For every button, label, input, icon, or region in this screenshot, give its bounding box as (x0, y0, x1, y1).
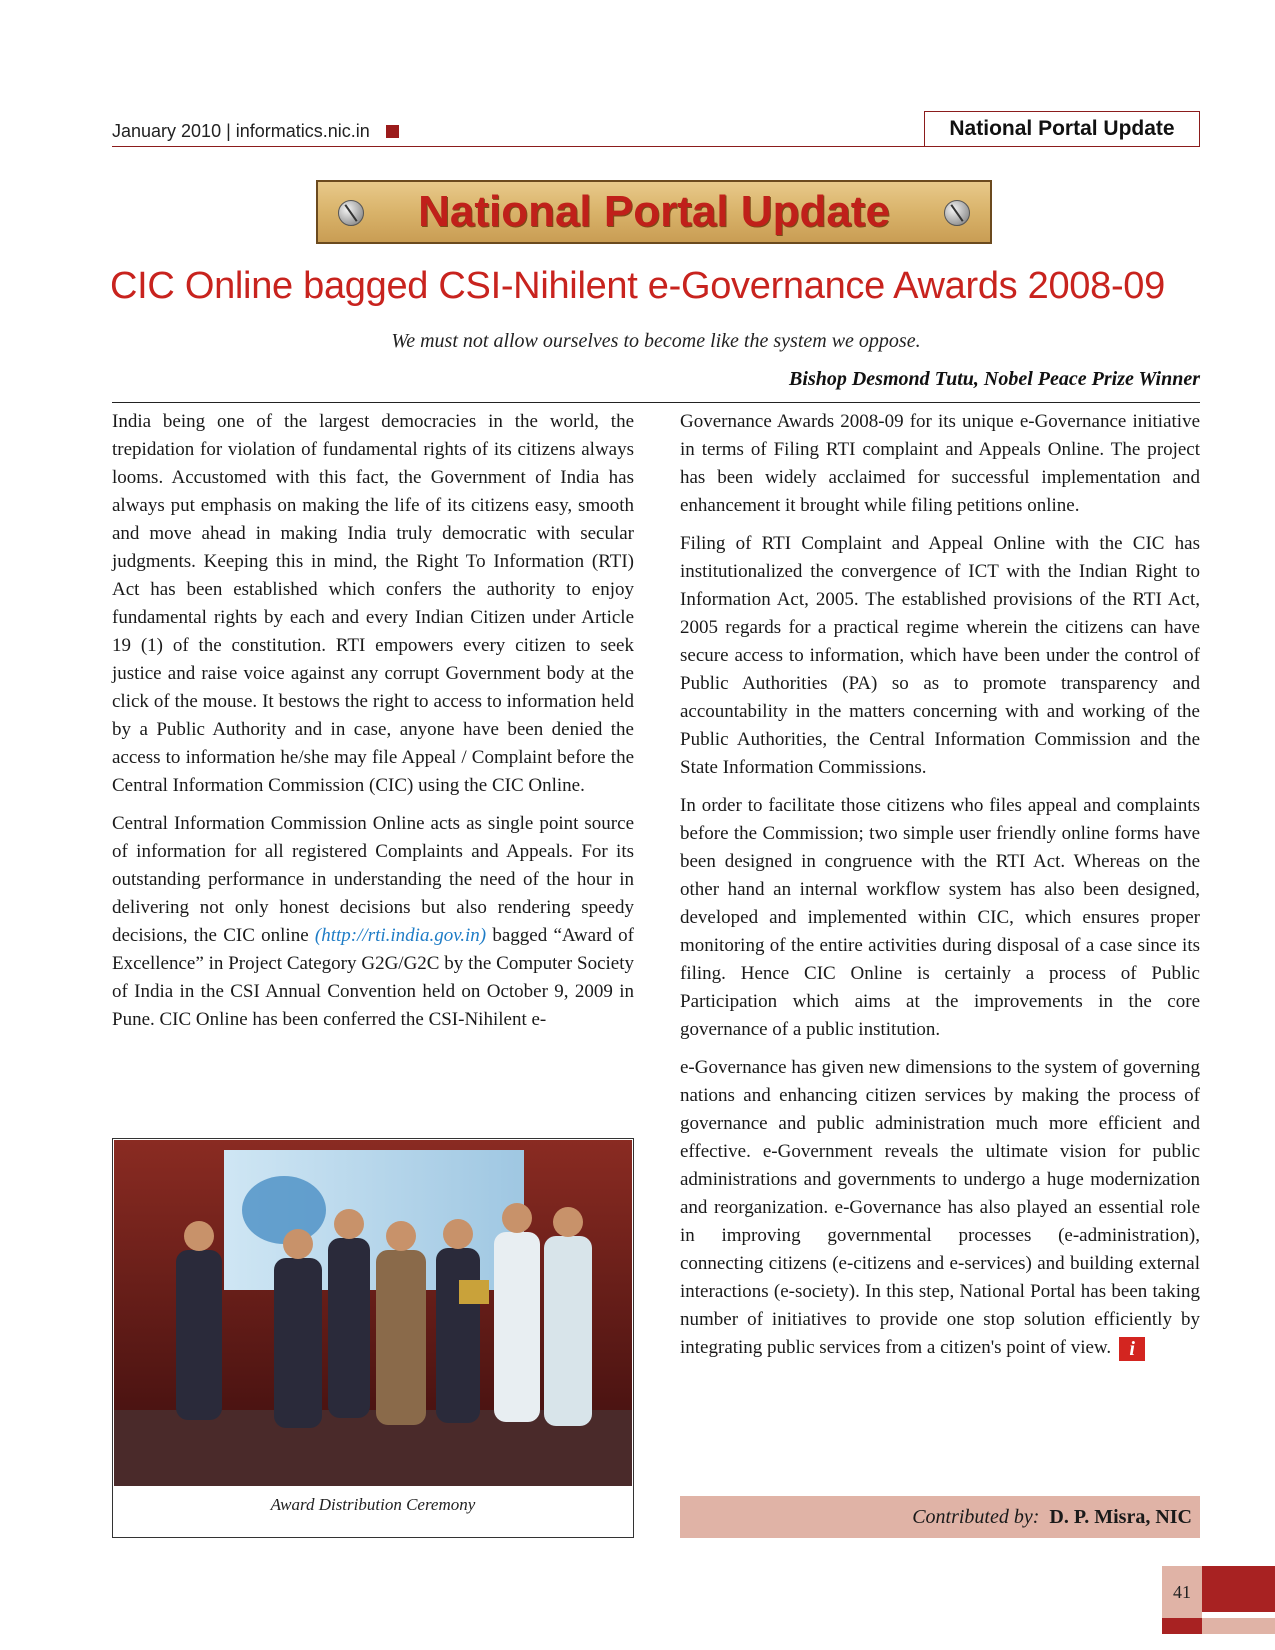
article-quote: We must not allow ourselves to become like the system we oppose. (391, 330, 921, 352)
left-column (112, 408, 634, 1044)
paragraph: Filing of RTI Complaint and Appeal Online with the CIC has institutionalized the convergence of ICT with the Indian Right to Information Act, 2005. The established provisions of the RTI Act, 2005 regards for a practical regime wherein the citizens can have secure access to information, which have been under the control of Public Authorities (PA) so as to promote transparency and accountability in the matters concerning with and working of the Public Authorities, the Central Information Commission and the State Information Commissions. (680, 533, 1200, 778)
screw-icon (944, 200, 970, 226)
contributor-name: D. P. Misra, NIC (1049, 1505, 1192, 1528)
info-icon: i (1119, 1337, 1145, 1361)
section-label: National Portal Update (924, 111, 1200, 146)
contributor-bar (680, 1496, 1200, 1538)
rti-portal-link[interactable]: (http://rti.india.gov.in) (314, 925, 487, 946)
photo-figure (112, 1138, 634, 1538)
screw-icon (338, 200, 364, 226)
header-left (112, 121, 399, 142)
quote-attribution: Bishop Desmond Tutu, Nobel Peace Prize Winner (789, 368, 1200, 390)
banner-text: National Portal Update (418, 187, 890, 236)
corner-decoration (1202, 1618, 1275, 1634)
title-rule (112, 402, 1200, 403)
photo-illustration (114, 1140, 632, 1486)
photo-caption: Award Distribution Ceremony (270, 1495, 476, 1514)
section-banner (316, 180, 992, 244)
paragraph-text: e-Governance has given new dimensions to the system of governing nations and enhancing citizen services by making the process of governance and public administration much more efficient and effective. e-Government reveals the ultimate vision for public administrations and governments to undergo a huge modernization and reorganization. e-Governance has also played an essential role in improving governmental processes (e-administration), connecting citizens (e-citizens and e-services) and building external interactions (e-society). In this step, National Portal has been taking number of initiatives to provide one stop solution efficiently by integrating public services from a citizen's point of view. (680, 1057, 1200, 1358)
paragraph-text: Central Information Commission Online acts as single point source of information for all registered Complaints and Appeals. For its outstanding performance in understanding the need of the hour in delivering not only honest decisions but also rendering speedy decisions, the CIC online (112, 813, 634, 946)
issue-and-site-text: January 2010 | informatics.nic.in (112, 121, 370, 141)
corner-decoration (1202, 1566, 1275, 1612)
paragraph (680, 1054, 1200, 1362)
paragraph: In order to facilitate those citizens who files appeal and complaints before the Commission; two simple user friendly online forms have been designed in congruence with the RTI Act. Whereas on the other hand an internal workflow system has also been designed, developed and implemented within CIC, which ensures proper monitoring of the entire activities during disposal of a case since its filing. Hence CIC Online is certainly a process of Public Participation which aims at the improvements in the core governance of a public institution. (680, 795, 1200, 1040)
page-number: 41 (1162, 1566, 1202, 1618)
paragraph-text: bagged “Award of Excellence” in Project Category G2G/G2C by the Computer Society of India in the CSI Annual Convention held on October 9, 2009 in Pune. CIC Online has been conferred the CSI-Nihilent e- (112, 925, 634, 1030)
paragraph (112, 810, 634, 1034)
paragraph: Governance Awards 2008-09 for its unique e-Governance initiative in terms of Filing RTI complaint and Appeals Online. The project has been widely acclaimed for successful implementation and enhancement it brought while filing petitions online. (680, 411, 1200, 516)
contributor-label: Contributed by: (912, 1505, 1040, 1528)
header-rule (112, 146, 1200, 147)
right-column (680, 408, 1200, 1372)
article-title: CIC Online bagged CSI-Nihilent e-Governance Awards 2008-09 (110, 265, 1165, 307)
red-square-icon (386, 125, 399, 138)
corner-decoration (1162, 1618, 1202, 1634)
paragraph: India being one of the largest democracies in the world, the trepidation for violation of fundamental rights of its citizens always looms. Accustomed with this fact, the Government of India has always put emphasis on making the life of its citizens easy, smooth and move ahead in making India truly democratic with secular judgments. Keeping this in mind, the Right To Information (RTI) Act has been established which confers the authority to enjoy fundamental rights by each and every Indian Citizen under Article 19 (1) of the constitution. RTI empowers every citizen to seek justice and raise voice against any corrupt Government body at the click of the mouse. It bestows the right to access to information held by a Public Authority and in case, anyone have been denied the access to information he/she may file Appeal / Complaint before the Central Information Commission (CIC) using the CIC Online. (112, 411, 634, 796)
award-ceremony-photo (114, 1140, 632, 1486)
